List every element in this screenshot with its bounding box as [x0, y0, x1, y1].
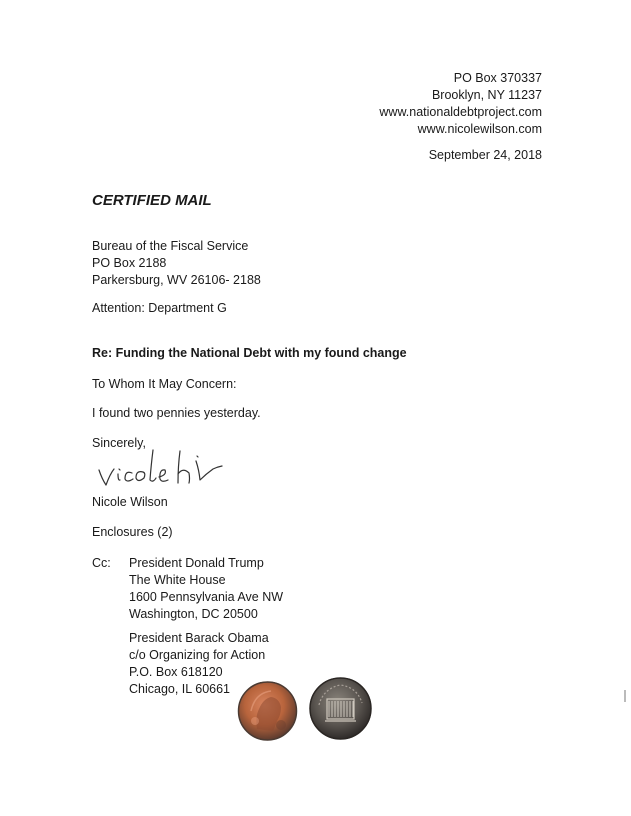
letter-body: I found two pennies yesterday. — [92, 406, 261, 420]
sender-address — [379, 70, 542, 138]
sender-website-personal: www.nicolewilson.com — [417, 122, 542, 136]
letter-date: September 24, 2018 — [428, 148, 542, 162]
cc-recipient-name: President Barack Obama — [129, 631, 269, 645]
cc-recipient-org: c/o Organizing for Action — [129, 648, 266, 662]
enclosures-note: Enclosures (2) — [92, 525, 173, 539]
closing: Sincerely, — [92, 436, 146, 450]
certified-mail-heading: CERTIFIED MAIL — [92, 192, 212, 209]
scan-edge-mark — [624, 690, 626, 702]
sender-po-box: PO Box 370337 — [453, 71, 542, 85]
penny-back-image — [309, 677, 372, 740]
cc-recipient-name: President Donald Trump — [129, 556, 264, 570]
sender-city: Brooklyn, NY 11237 — [431, 88, 542, 102]
salutation: To Whom It May Concern: — [92, 377, 237, 391]
signer-name: Nicole Wilson — [92, 495, 168, 509]
cc-recipient-po-box: P.O. Box 618120 — [129, 665, 223, 679]
cc-recipient-city: Washington, DC 20500 — [129, 607, 258, 621]
cc-label: Cc: — [92, 556, 111, 570]
cc-recipient-org: The White House — [129, 573, 226, 587]
recipient-city: Parkersburg, WV 26106- 2188 — [92, 273, 261, 287]
recipient-po-box: PO Box 2188 — [92, 256, 167, 270]
cc-recipient-street: 1600 Pennsylvania Ave NW — [129, 590, 284, 604]
attention-line: Attention: Department G — [92, 301, 227, 315]
recipient-address — [92, 238, 261, 289]
handwritten-signature — [96, 448, 246, 490]
sender-website-project: www.nationaldebtproject.com — [379, 105, 542, 119]
cc-recipient-city: Chicago, IL 60661 — [129, 682, 231, 696]
recipient-name: Bureau of the Fiscal Service — [92, 239, 249, 253]
subject-line: Re: Funding the National Debt with my found change — [92, 346, 407, 360]
penny-front-image — [237, 681, 298, 741]
cc-recipient-trump — [129, 555, 283, 623]
